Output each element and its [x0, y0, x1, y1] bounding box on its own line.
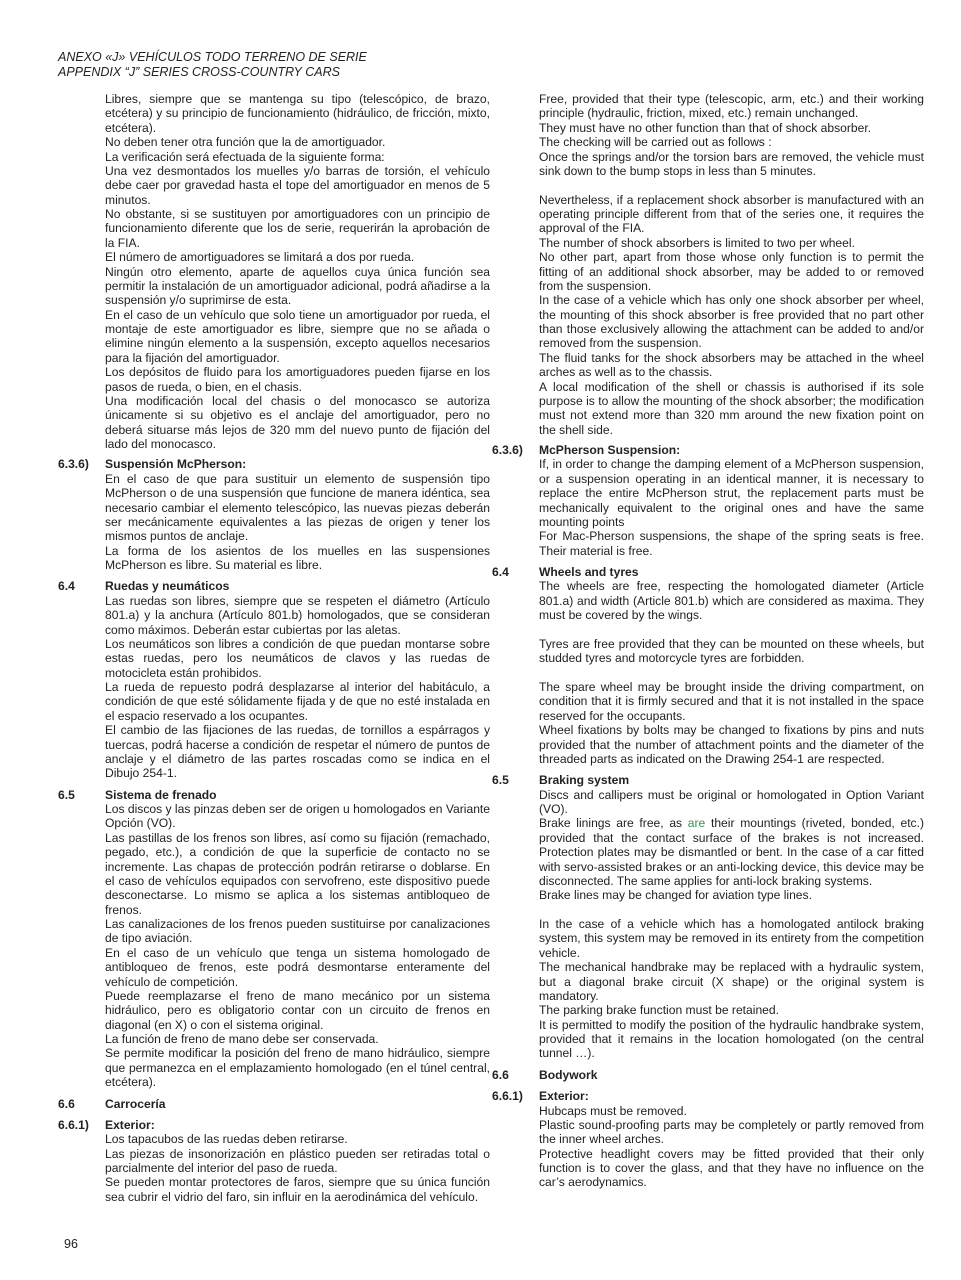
section-number: 6.4	[492, 565, 509, 579]
paragraph: Las ruedas son libres, siempre que se respeten el diámetro (Artículo 801.a) y la anchura (Artículo 801.b) homologados, que se consideran como máximos. Deberán estar cubiertas por las aletas.	[105, 593, 490, 637]
shock-absorbers-intro-en	[539, 92, 924, 437]
paragraph: For Mac-Pherson suspensions, the shape of the spring seats is free. Their material is free.	[539, 529, 924, 558]
paragraph: Se pueden montar protectores de faros, siempre que su única función sea cubrir el vidrio del faro, sin influir en la aerodinámica del vehículo.	[105, 1175, 490, 1204]
paragraph: En el caso de un vehículo que solo tiene un amortiguador por rueda, el montaje de este amortiguador es libre, siempre que no se añada o elimine ningún elemento a la suspensión, excepto aquellos necesarios para la fijación del amortiguador.	[105, 307, 490, 365]
paragraph: No other part, apart from those whose only function is to permit the fitting of an additional shock absorber, may be added to or removed from the suspension.	[539, 250, 924, 293]
paragraph: In the case of a vehicle which has only one shock absorber per wheel, the mounting of this shock absorber is free provided that no part other than those exclusively allowing the attachment can be added to and/or removed from the suspension.	[539, 293, 924, 351]
section-number: 6.6	[492, 1067, 509, 1082]
paragraph: The spare wheel may be brought inside the driving compartment, on condition that it is firmly secured and that it is not installed in the space reserved for the occupants.	[539, 680, 924, 723]
section-number: 6.6.1)	[492, 1089, 523, 1104]
paragraph: The mechanical handbrake may be replaced with a hydraulic system, but a diagonal brake circuit (X shape) or the original system is mandatory.	[539, 960, 924, 1003]
paragraph: Ningún otro elemento, aparte de aquellos cuya única función sea permitir la instalación de un amortiguador adicional, podrá añadirse a la suspensión y/o suprimirse de esta.	[105, 264, 490, 308]
section-title: Braking system	[539, 773, 630, 788]
paragraph: It is permitted to modify the position of the hydraulic handbrake system, provided that it remains in the location homologated (on the central tunnel …).	[539, 1017, 924, 1061]
paragraph: If, in order to change the damping element of a McPherson suspension, or a suspension operating in an identical manner, it is necessary to replace the entire McPherson strut, the replacement parts must be mechanically equivalent to the original ones and have the same mounting points	[539, 457, 924, 529]
paragraph: La rueda de repuesto podrá desplazarse al interior del habitáculo, a condición de que esté sólidamente fijada y de que no esté instalada en el espacio reservado a los ocupantes.	[105, 680, 490, 723]
paragraph: Los discos y las pinzas deben ser de origen u homologados en Variante Opción (VO).	[105, 802, 491, 831]
paragraph: Una modificación local del chasis o del monocasco se autoriza únicamente si su objetivo es el anclaje del amortiguador, pero no deberá situarse más lejos de 320 mm del nuevo punto de fijación del lado del monocasco.	[105, 393, 490, 451]
blank-line	[539, 623, 924, 637]
paragraph: Los depósitos de fluido para los amortiguadores pueden fijarse en los pasos de rueda, o bien, en el chasis.	[105, 365, 490, 394]
paragraph: Los tapacubos de las ruedas deben retirarse.	[105, 1132, 348, 1147]
paragraph: Puede reemplazarse el freno de mano mecánico por un sistema hidráulico, pero es obligatorio contar con un circuito de frenos en diagonal (en X) o con el sistema original.	[105, 988, 490, 1032]
english-column	[492, 92, 924, 1190]
paragraph: They must have no other function than that of shock absorber.	[539, 120, 872, 135]
section-title: Exterior:	[105, 1117, 155, 1132]
paragraph: A local modification of the shell or chassis is authorised if its sole purpose is to allow the mounting of the shock absorber; the modification must not extend more than 320 mm around the new fixation point on the shell side.	[539, 379, 924, 437]
paragraph: No deben tener otra función que la de amortiguador.	[105, 135, 386, 150]
paragraph: The checking will be carried out as follows :	[539, 135, 772, 150]
paragraph: La verificación será efectuada de la siguiente forma:	[105, 149, 385, 164]
paragraph: Protective headlight covers may be fitted provided that their only function is to cover the glass, and that they have no influence on the car’s aerodynamics.	[539, 1146, 924, 1190]
highlighted-word: are	[687, 816, 706, 831]
paragraph: Once the springs and/or the torsion bars are removed, the vehicle must sink down to the bump stops in less than 5 minutes.	[539, 149, 924, 178]
paragraph: Wheel fixations by bolts may be changed to fixations by pins and nuts provided that the number of attachment points and the diameter of the threaded parts as indicated on the Drawing 254-1 are respected.	[539, 723, 924, 766]
paragraph: In the case of a vehicle which has a homologated antilock braking system, this system may be removed in its entirety from the competition vehicle.	[539, 917, 924, 960]
paragraph: La forma de los asientos de los muelles en las suspensiones McPherson es libre. Su material es libre.	[105, 543, 490, 572]
section-6-3-6-en	[492, 443, 924, 558]
spanish-column	[58, 92, 490, 1204]
section-title: Suspensión McPherson:	[105, 457, 247, 472]
paragraph: El cambio de las fijaciones de las ruedas, de tornillos a espárragos y tuercas, podrá hacerse a condición de respetar el número de puntos de anclaje y el diámetro de las partes roscadas como se indica en el Dibujo 254-1.	[105, 723, 490, 781]
paragraph: Libres, siempre que se mantenga su tipo (telescópico, de brazo, etcétera) y su principio de funcionamiento (hidráulico, de fricción, mixto, etcétera).	[105, 92, 490, 135]
section-number: 6.3.6)	[58, 457, 89, 472]
paragraph: Brake lines may be changed for aviation type lines.	[539, 888, 812, 903]
paragraph: Nevertheless, if a replacement shock absorber is manufactured with an operating principle different from that of the series one, it requires the approval of the FIA.	[539, 192, 924, 236]
section-title: McPherson Suspension:	[539, 443, 681, 457]
section-title: Ruedas y neumáticos	[105, 579, 230, 594]
paragraph: The number of shock absorbers is limited to two per wheel.	[539, 235, 855, 250]
page-header	[58, 50, 367, 80]
section-6-4-es	[58, 579, 490, 780]
paragraph: Discs and callipers must be original or homologated in Option Variant (VO).	[539, 787, 924, 816]
paragraph: Free, provided that their type (telescopic, arm, etc.) and their working principle (hydraulic, friction, mixed, etc.) remain unchanged.	[539, 92, 924, 121]
section-6-5-es	[58, 788, 490, 1090]
paragraph: Las piezas de insonorización en plástico pueden ser retiradas total o parcialmente del interior del paso de rueda.	[105, 1146, 490, 1175]
section-number: 6.6.1)	[58, 1117, 89, 1132]
paragraph: Plastic sound-proofing parts may be completely or partly removed from the inner wheel arches.	[539, 1117, 924, 1147]
section-6-3-6-es	[58, 457, 490, 572]
paragraph: La función de freno de mano debe ser conservada.	[105, 1032, 379, 1046]
section-title: Wheels and tyres	[539, 565, 639, 579]
section-6-6-en	[492, 1068, 924, 1082]
section-number: 6.5	[492, 773, 509, 788]
paragraph: Las canalizaciones de los frenos pueden sustituirse por canalizaciones de tipo aviación.	[105, 917, 490, 946]
blank-line	[539, 178, 924, 192]
shock-absorbers-intro-es	[105, 92, 490, 451]
paragraph: Tyres are free provided that they can be mounted on these wheels, but studded tyres and motorcycle tyres are forbidden.	[539, 636, 924, 666]
paragraph: Se permite modificar la posición del freno de mano hidráulico, siempre que permanezca en el emplazamiento homologado (en el túnel central, etcétera).	[105, 1046, 490, 1090]
section-number: 6.6	[58, 1096, 75, 1111]
paragraph: Los neumáticos son libres a condición de que puedan montarse sobre estas ruedas, pero los neumáticos de clavos y las ruedas de motocicleta están prohibidos.	[105, 636, 490, 680]
section-title: Bodywork	[539, 1067, 598, 1082]
section-title: Carrocería	[105, 1096, 166, 1111]
paragraph: En el caso de que para sustituir un elemento de suspensión tipo McPherson o de una suspensión que funcione de manera idéntica, sea necesario cambiar el elemento telescópico, las nuevas piezas deberán ser mecánicamente equivalentes a las piezas de origen y tener los mismos puntos de anclaje.	[105, 471, 490, 544]
section-6-6-es	[58, 1097, 490, 1111]
paragraph: Hubcaps must be removed.	[539, 1103, 687, 1118]
section-6-5-en	[492, 773, 924, 1061]
text-run: their mountings (riveted, bonded, etc.) provided that the contact surface of the brakes is not increased. Protection plates may be dismantled or bent. In the case of a car fitted with servo-assisted brakes or an anti-locking device, this device may be disconnected. The same applies for anti-lock braking systems.	[539, 816, 924, 888]
section-number: 6.4	[58, 579, 75, 594]
section-number: 6.5	[58, 787, 75, 802]
section-title: Sistema de frenado	[105, 787, 217, 802]
section-6-6-1-en	[492, 1089, 924, 1190]
paragraph	[539, 816, 924, 888]
section-6-4-en	[492, 565, 924, 766]
section-6-6-1-es	[58, 1118, 490, 1204]
paragraph: Una vez desmontados los muelles y/o barras de torsión, el vehículo debe caer por gravedad hasta el tope del amortiguador en menos de 5 minutos.	[105, 163, 490, 207]
blank-line	[539, 903, 924, 917]
paragraph: El número de amortiguadores se limitará a dos por rueda.	[105, 250, 415, 265]
paragraph: No obstante, si se sustituyen por amortiguadores con un principio de funcionamiento diferente que los de serie, requerirán la aprobación de la FIA.	[105, 207, 490, 250]
text-run: Brake linings are free, as	[539, 816, 688, 831]
paragraph: The wheels are free, respecting the homologated diameter (Article 801.a) and width (Article 801.b) which are considered as maxima. They must be covered by the wings.	[539, 579, 924, 623]
section-number: 6.3.6)	[492, 443, 523, 457]
paragraph: The parking brake function must be retained.	[539, 1003, 779, 1018]
header-title-en: APPENDIX “J” SERIES CROSS-COUNTRY CARS	[58, 65, 340, 79]
paragraph: En el caso de un vehículo que tenga un sistema homologado de antibloqueo de frenos, este podrá desmontarse enteramente del vehículo de competición.	[105, 945, 490, 989]
header-title-es: ANEXO «J» VEHÍCULOS TODO TERRENO DE SERIE	[58, 50, 367, 64]
section-title: Exterior:	[539, 1089, 589, 1104]
paragraph: The fluid tanks for the shock absorbers may be attached in the wheel arches as well as to the chassis.	[539, 350, 924, 380]
blank-line	[539, 666, 924, 680]
page-number: 96	[64, 1237, 78, 1251]
paragraph: Las pastillas de los frenos son libres, así como su fijación (remachado, pegado, etc.), a condición de que la superficie de contacto no se incremente. Las chapas de protección podrán retirarse o doblarse. En el caso de vehículos equipados con servofreno, este dispositivo puede desconectarse. Lo mismo se aplica a los sistemas antibloqueo de frenos.	[105, 830, 490, 917]
